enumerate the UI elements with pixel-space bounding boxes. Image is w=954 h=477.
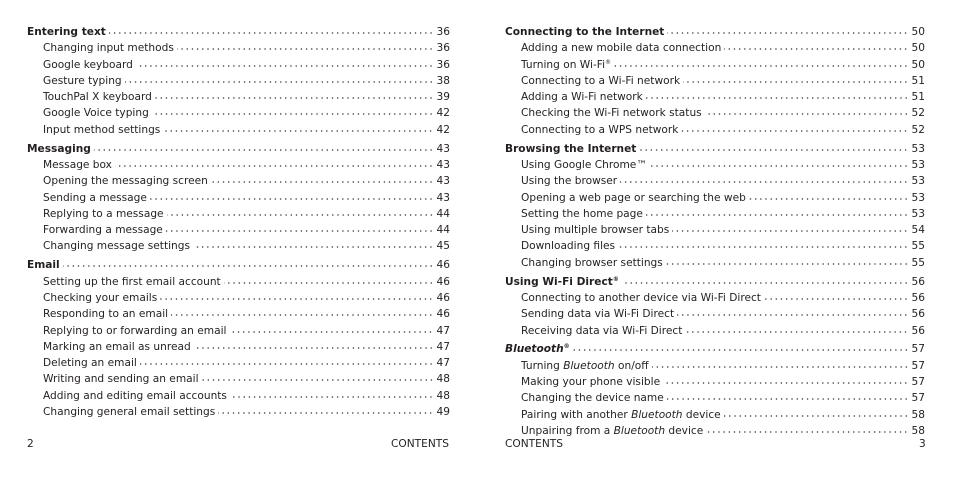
toc-entry[interactable]	[27, 339, 450, 355]
leader-dots	[152, 113, 434, 115]
entry-title	[521, 57, 611, 73]
toc-entry[interactable]	[505, 73, 925, 89]
title-text-post: device	[665, 424, 704, 437]
toc-entry[interactable]	[505, 105, 925, 121]
leader-dots	[646, 97, 909, 99]
footer-label-left: CONTENTS	[391, 438, 449, 450]
footer-label-right: CONTENTS	[505, 438, 563, 450]
title-text: Changing general email settings	[43, 406, 216, 419]
toc-entry[interactable]	[27, 323, 450, 339]
page-number: 55	[911, 240, 925, 253]
leader-dots	[109, 32, 434, 34]
entry-title	[43, 371, 199, 387]
toc-heading[interactable]	[505, 24, 925, 40]
page-number: 42	[436, 123, 450, 136]
entry-title	[521, 89, 643, 105]
title-text: Setting the home page	[521, 207, 643, 220]
leader-dots	[163, 130, 433, 132]
page-number: 43	[436, 142, 450, 155]
toc-entry[interactable]	[505, 255, 925, 271]
toc-entry[interactable]	[505, 173, 925, 189]
entry-title	[521, 407, 721, 423]
title-text: Replying to a message	[43, 207, 164, 220]
page-number: 53	[911, 207, 925, 220]
page-number: 55	[911, 256, 925, 269]
toc-entry[interactable]	[27, 40, 450, 56]
page-number: 57	[911, 392, 925, 405]
toc-entry[interactable]	[505, 407, 925, 423]
toc-entry[interactable]	[505, 374, 925, 390]
entry-title	[521, 173, 617, 189]
title-italic: Bluetooth	[563, 359, 615, 372]
entry-title	[521, 73, 680, 89]
toc-entry[interactable]	[505, 323, 925, 339]
page-number: 42	[436, 107, 450, 120]
entry-title	[43, 157, 112, 173]
leader-dots	[685, 331, 908, 333]
title-italic: Bluetooth	[613, 424, 666, 437]
toc-entry[interactable]	[505, 358, 925, 374]
title-text: Responding to an email	[43, 308, 169, 321]
title-text: Using Google Chrome™	[521, 158, 647, 171]
page-number: 50	[911, 58, 925, 71]
entry-title	[521, 105, 702, 121]
toc-entry[interactable]	[505, 238, 925, 254]
entry-title	[43, 206, 164, 222]
page-number: 53	[911, 142, 925, 155]
toc-entry[interactable]	[505, 122, 925, 138]
page-number: 52	[911, 107, 925, 120]
title-text: Messaging	[27, 142, 91, 155]
title-text: Opening a web page or searching the web	[521, 191, 746, 204]
page-number: 53	[911, 158, 925, 171]
leader-dots	[620, 181, 908, 183]
toc-entry[interactable]	[505, 89, 925, 105]
leader-dots	[646, 214, 909, 216]
page-number: 57	[911, 359, 925, 372]
title-text: Using the browser	[521, 175, 618, 188]
registered-mark: ®	[605, 58, 612, 66]
toc-entry[interactable]	[27, 73, 450, 89]
toc-heading[interactable]	[505, 274, 925, 290]
toc-entry[interactable]	[27, 157, 450, 173]
entry-title	[43, 89, 152, 105]
leader-dots	[639, 149, 908, 151]
entry-title	[521, 238, 615, 254]
toc-entry[interactable]	[27, 190, 450, 206]
leader-dots	[150, 198, 434, 200]
title-text: Pairing with another	[521, 408, 632, 421]
title-text: Changing input methods	[43, 42, 174, 55]
toc-section	[505, 141, 925, 271]
title-text: Changing browser settings	[521, 256, 663, 269]
title-text: Email	[27, 259, 60, 272]
toc-entry[interactable]	[27, 306, 450, 322]
entry-title	[43, 73, 122, 89]
entry-title	[43, 190, 147, 206]
leader-dots	[614, 65, 908, 67]
leader-dots	[681, 130, 908, 132]
title-italic: Bluetooth	[631, 408, 683, 421]
entry-title	[521, 290, 761, 306]
entry-title	[43, 40, 174, 56]
leader-dots	[650, 165, 909, 167]
toc-heading[interactable]	[505, 141, 925, 157]
title-text: Gesture typing	[43, 74, 122, 87]
page-number: 53	[911, 191, 925, 204]
page-number: 45	[436, 240, 450, 253]
page-number: 47	[436, 324, 450, 337]
toc-right-page	[505, 24, 925, 442]
title-text: Setting up the first email account	[43, 275, 221, 288]
page-number: 58	[911, 408, 925, 421]
title-text: Sending a message	[43, 191, 147, 204]
entry-title	[521, 157, 647, 173]
entry-title	[521, 206, 643, 222]
toc-entry[interactable]	[27, 404, 450, 420]
title-text: Message box	[43, 158, 112, 171]
page-number: 46	[436, 275, 450, 288]
leader-dots	[663, 382, 908, 384]
title-text: Changing the device name	[521, 392, 664, 405]
page-number: 56	[911, 291, 925, 304]
title-text: Adding and editing email accounts	[43, 389, 227, 402]
title-italic: Bluetooth	[505, 343, 564, 356]
page-number: 38	[436, 74, 450, 87]
leader-dots	[667, 32, 908, 34]
toc-section	[27, 141, 450, 255]
page-number: 48	[436, 373, 450, 386]
toc-section	[27, 257, 450, 420]
toc-entry[interactable]	[505, 222, 925, 238]
leader-dots	[177, 48, 434, 50]
title-text: Browsing the Internet	[505, 142, 637, 155]
entry-title	[505, 341, 570, 357]
page-number: 53	[911, 175, 925, 188]
entry-title	[521, 306, 674, 322]
entry-title	[521, 40, 721, 56]
page-number: 52	[911, 123, 925, 136]
title-text: Adding a new mobile data connection	[521, 42, 722, 55]
entry-title	[27, 257, 60, 273]
title-text: Forwarding a message	[43, 224, 163, 237]
entry-title	[43, 323, 226, 339]
title-text: TouchPal X keyboard	[43, 91, 152, 104]
title-text: Replying to or forwarding an email	[43, 324, 227, 337]
toc-heading[interactable]	[27, 24, 450, 40]
page-number: 46	[436, 308, 450, 321]
entry-title	[521, 190, 746, 206]
toc-entry[interactable]	[27, 222, 450, 238]
entry-title	[43, 57, 133, 73]
title-text: Entering text	[27, 26, 106, 38]
toc-entry[interactable]	[27, 173, 450, 189]
title-text: Writing and sending an email	[43, 373, 199, 386]
page-number: 56	[911, 275, 925, 288]
toc-entry[interactable]	[505, 290, 925, 306]
leader-dots	[63, 265, 434, 267]
page-number: 43	[436, 158, 450, 171]
entry-title	[521, 222, 669, 238]
toc-entry[interactable]	[505, 306, 925, 322]
leader-dots	[140, 363, 434, 365]
entry-title	[43, 306, 168, 322]
title-text: Using multiple browser tabs	[521, 224, 670, 237]
title-text: Receiving data via Wi-Fi Direct	[521, 324, 683, 337]
entry-title	[43, 105, 149, 121]
entry-title	[505, 24, 664, 40]
title-text: Checking your emails	[43, 291, 158, 304]
entry-title	[43, 355, 137, 371]
entry-title	[521, 390, 664, 406]
toc-section	[505, 24, 925, 138]
leader-dots	[677, 314, 908, 316]
leader-dots	[194, 347, 434, 349]
page-number: 51	[911, 91, 925, 104]
leader-dots	[724, 415, 909, 417]
page-number: 36	[436, 26, 450, 38]
page-number: 57	[911, 376, 925, 389]
entry-title	[521, 374, 660, 390]
title-text: Unpairing from a	[521, 424, 614, 437]
page-number: 36	[436, 42, 450, 55]
page-number: 43	[436, 191, 450, 204]
leader-dots	[115, 165, 434, 167]
leader-dots	[622, 282, 909, 284]
page-number: 51	[911, 74, 925, 87]
toc-entry[interactable]	[505, 190, 925, 206]
entry-title	[521, 122, 678, 138]
toc-heading[interactable]	[27, 141, 450, 157]
page-number: 57	[911, 343, 925, 356]
title-text: Sending data via Wi-Fi Direct	[521, 308, 675, 321]
entry-title	[43, 339, 191, 355]
page-number: 50	[911, 42, 925, 55]
leader-dots	[618, 246, 908, 248]
toc-entry[interactable]	[27, 105, 450, 121]
entry-title	[27, 141, 91, 157]
leader-dots	[724, 48, 908, 50]
leader-dots	[125, 81, 434, 83]
page-number: 58	[911, 424, 925, 437]
page-number: 43	[436, 175, 450, 188]
toc-entry[interactable]	[27, 355, 450, 371]
title-text: Google Voice typing	[43, 107, 149, 120]
toc-entry[interactable]	[27, 238, 450, 254]
leader-dots	[573, 349, 909, 351]
leader-dots	[166, 230, 434, 232]
page-number: 50	[911, 26, 925, 38]
toc-entry[interactable]	[27, 371, 450, 387]
toc-entry[interactable]	[505, 390, 925, 406]
entry-title	[505, 141, 636, 157]
page-number: 39	[436, 91, 450, 104]
toc-heading[interactable]	[27, 257, 450, 273]
leader-dots	[155, 97, 434, 99]
title-text: Turning on Wi-Fi	[521, 58, 606, 71]
leader-dots	[167, 214, 434, 216]
toc-entry[interactable]	[27, 57, 450, 73]
title-text-post: on/off	[614, 359, 649, 372]
toc-entry[interactable]	[505, 423, 925, 439]
entry-title	[43, 122, 160, 138]
toc-entry[interactable]	[505, 40, 925, 56]
leader-dots	[749, 198, 909, 200]
title-text: Google keyboard	[43, 58, 133, 71]
leader-dots	[230, 396, 434, 398]
title-text-post: device	[682, 408, 721, 421]
title-text: Connecting to the Internet	[505, 26, 665, 38]
leader-dots	[211, 181, 434, 183]
leader-dots	[764, 298, 909, 300]
title-text: Changing message settings	[43, 240, 191, 253]
page-number: 44	[436, 224, 450, 237]
leader-dots	[667, 398, 909, 400]
toc-entry[interactable]	[27, 122, 450, 138]
title-text: Connecting to a Wi-Fi network	[521, 74, 681, 87]
page-number: 48	[436, 389, 450, 402]
registered-mark: ®	[563, 343, 570, 351]
toc-entry[interactable]	[505, 157, 925, 173]
entry-title	[521, 255, 663, 271]
title-text: Adding a Wi-Fi network	[521, 91, 643, 104]
title-text: Turning	[521, 359, 564, 372]
entry-title	[27, 24, 106, 40]
leader-dots	[706, 431, 908, 433]
leader-dots	[683, 81, 908, 83]
leader-dots	[705, 113, 909, 115]
leader-dots	[218, 412, 433, 414]
page-number: 49	[436, 406, 450, 419]
leader-dots	[193, 246, 434, 248]
title-text: Input method settings	[43, 123, 161, 136]
entry-title	[43, 173, 208, 189]
entry-title	[43, 404, 215, 420]
toc-entry[interactable]	[27, 388, 450, 404]
title-text: Deleting an email	[43, 357, 137, 370]
leader-dots	[94, 149, 434, 151]
page-number: 56	[911, 308, 925, 321]
leader-dots	[652, 366, 909, 368]
page-number: 54	[911, 224, 925, 237]
entry-title	[521, 358, 649, 374]
leader-dots	[160, 298, 433, 300]
toc-entry[interactable]	[27, 274, 450, 290]
title-text: Connecting to another device via Wi-Fi Direct	[521, 291, 761, 304]
entry-title	[521, 323, 682, 339]
entry-title	[43, 274, 221, 290]
toc-entry[interactable]	[505, 57, 925, 73]
registered-mark: ®	[612, 275, 619, 283]
entry-title	[521, 423, 703, 439]
toc-left-page	[27, 24, 450, 423]
entry-title	[43, 290, 157, 306]
page-number: 47	[436, 340, 450, 353]
page-number: 46	[436, 259, 450, 272]
title-text: Checking the Wi-Fi network status	[521, 107, 702, 120]
title-text: Connecting to a WPS network	[521, 123, 679, 136]
page-number: 36	[436, 58, 450, 71]
toc-entry[interactable]	[27, 290, 450, 306]
entry-title	[505, 274, 619, 290]
leader-dots	[666, 263, 909, 265]
page-number-left: 2	[27, 438, 34, 450]
entry-title	[43, 222, 163, 238]
leader-dots	[229, 331, 433, 333]
toc-section	[505, 274, 925, 339]
leader-dots	[202, 379, 434, 381]
toc-section	[505, 341, 925, 439]
leader-dots	[136, 65, 434, 67]
leader-dots	[171, 314, 433, 316]
title-text: Using Wi-Fi Direct	[505, 275, 613, 288]
entry-title	[43, 388, 227, 404]
toc-entry[interactable]	[505, 206, 925, 222]
page-number: 47	[436, 357, 450, 370]
title-text: Making your phone visible	[521, 376, 661, 389]
toc-entry[interactable]	[27, 89, 450, 105]
title-text: Downloading files	[521, 240, 616, 253]
title-text: Opening the messaging screen	[43, 175, 208, 188]
page-number: 46	[436, 291, 450, 304]
toc-entry[interactable]	[27, 206, 450, 222]
toc-section	[27, 24, 450, 138]
page-number: 56	[911, 324, 925, 337]
page-number-right: 3	[919, 438, 926, 450]
toc-heading[interactable]	[505, 341, 925, 357]
page-number: 44	[436, 207, 450, 220]
leader-dots	[672, 230, 908, 232]
entry-title	[43, 238, 190, 254]
leader-dots	[224, 282, 434, 284]
title-text: Marking an email as unread	[43, 340, 191, 353]
